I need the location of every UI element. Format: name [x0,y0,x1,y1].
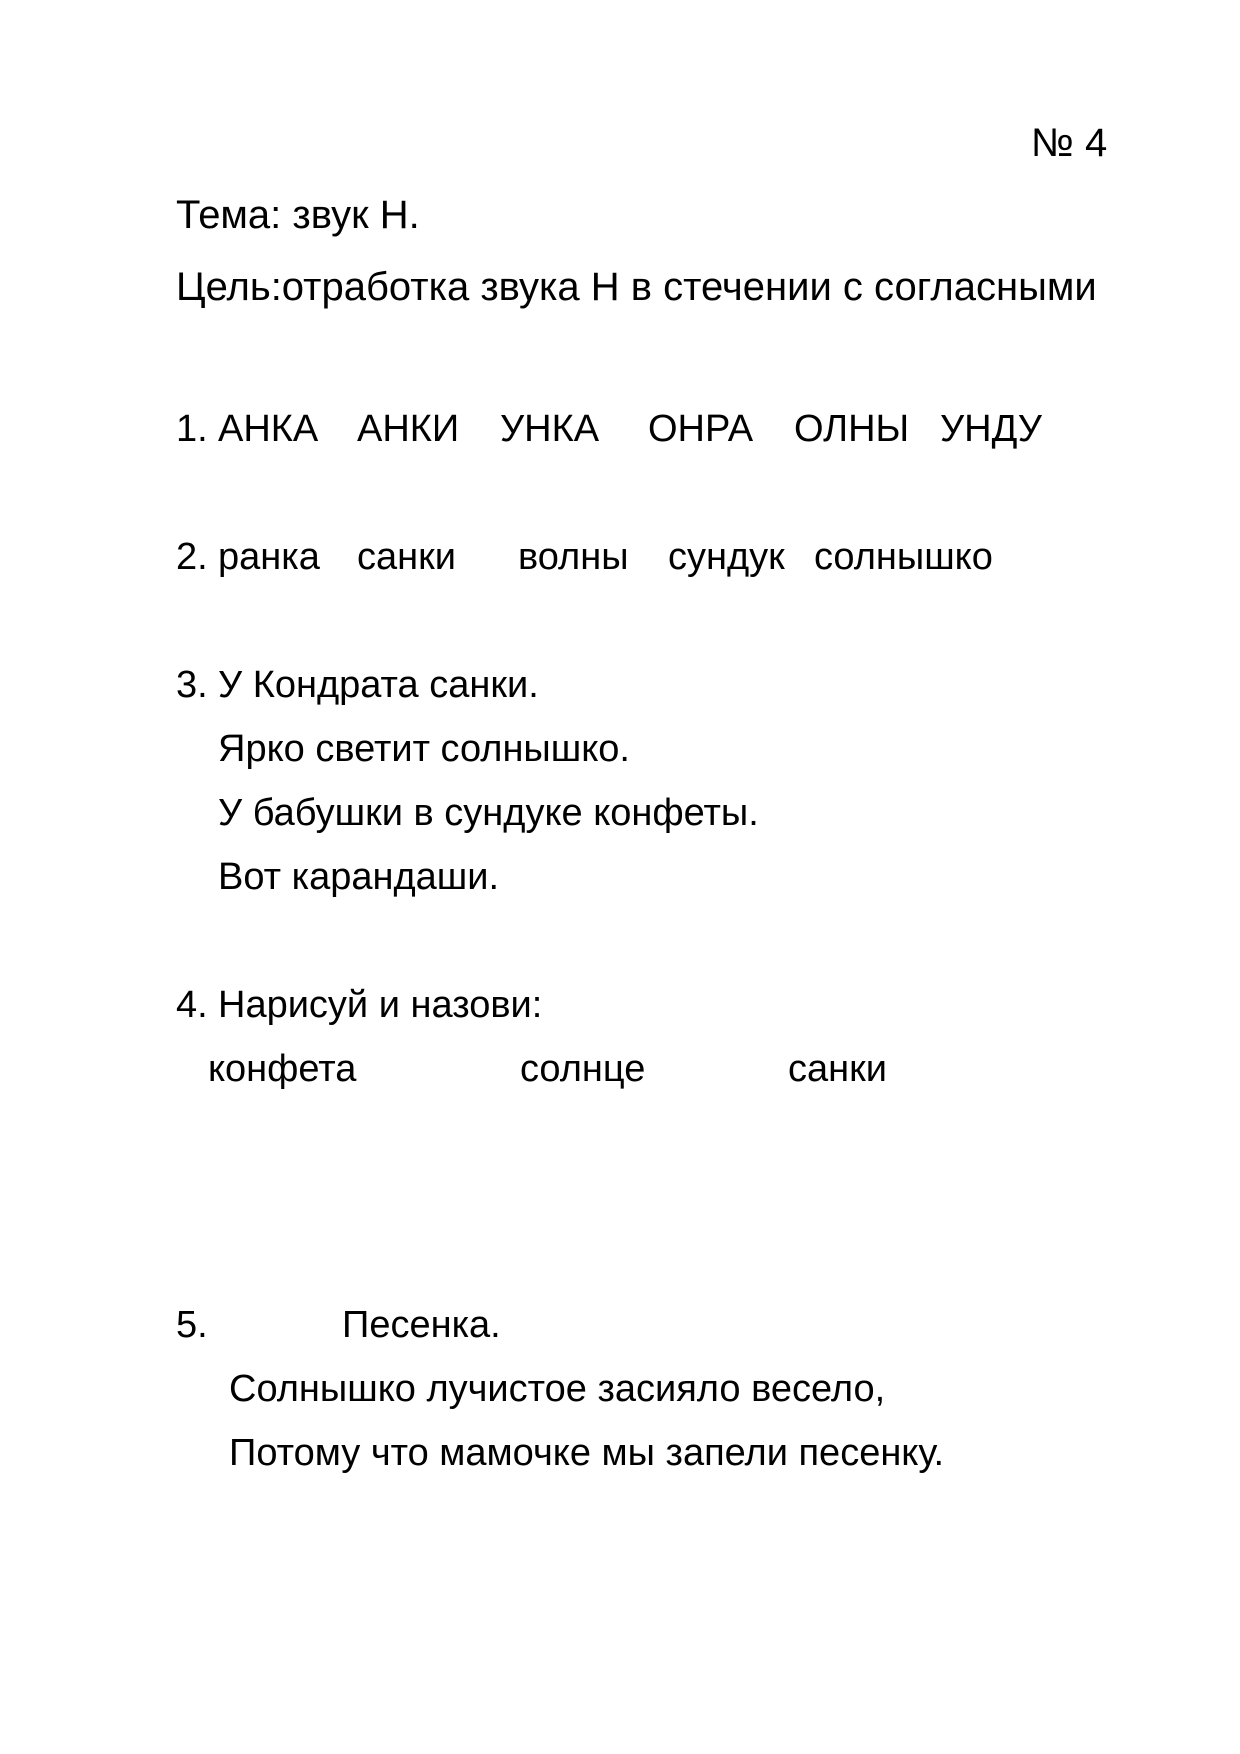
topic-line: Тема: звук Н. [176,193,420,237]
task2-word: санки [357,536,456,578]
task3-sentence: У бабушки в сундуке конфеты. [218,792,759,834]
task4-instruction: Нарисуй и назови: [218,984,543,1026]
task4-number: 4. [176,984,208,1026]
task4-word: конфета [208,1048,357,1090]
task1-syllable: УНКА [500,408,600,450]
task3-sentence: У Кондрата санки. [218,664,539,706]
task1-syllable: ОЛНЫ [794,408,910,450]
task2-word: солнышко [814,536,993,578]
task4-word: солнце [520,1048,646,1090]
task1-syllable: ОНРА [648,408,754,450]
task1-number: 1. [176,408,208,450]
goal-line: Цель:отработка звука Н в стечении с согласными [176,265,1097,309]
task2-word: сундук [668,536,785,578]
task2-word: волны [518,536,629,578]
task3-sentence: Вот карандаши. [218,856,500,898]
worksheet-number: № 4 [1031,121,1108,165]
task5-title: Песенка. [342,1304,501,1346]
task1-syllable: УНДУ [940,408,1042,450]
song-line: Потому что мамочке мы запели песенку. [229,1432,945,1474]
task3-sentence: Ярко светит солнышко. [218,728,630,770]
task1-syllable: АНКА [218,408,319,450]
task2-word: ранка [218,536,320,578]
song-line: Солнышко лучистое засияло весело, [229,1368,886,1410]
task5-number: 5. [176,1304,208,1346]
task1-syllable: АНКИ [357,408,460,450]
task3-number: 3. [176,664,208,706]
task4-word: санки [788,1048,887,1090]
task2-number: 2. [176,536,208,578]
